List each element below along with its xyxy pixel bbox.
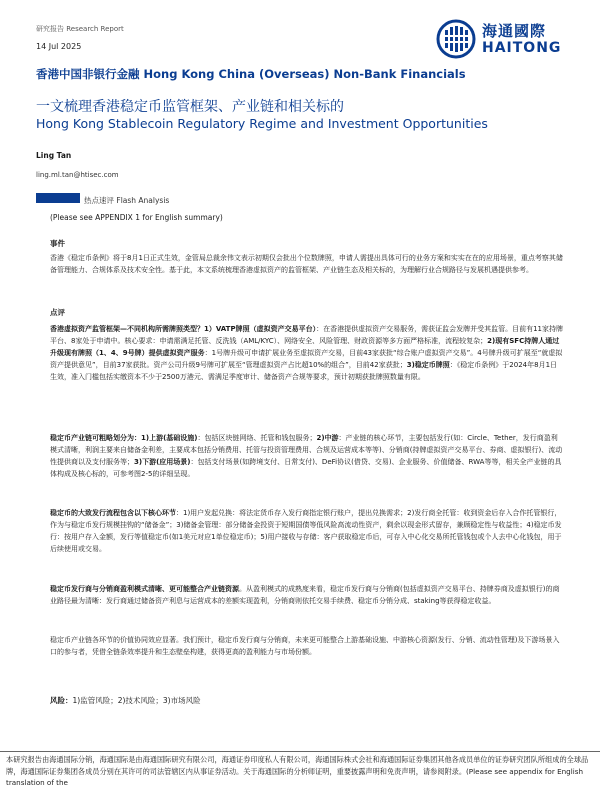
footer-divider [0,751,600,752]
regulatory-lead-3: 3)稳定币牌照 [406,361,450,369]
footer-disclaimer: 本研究报告由海通国际分销，海通国际是由海通国际研究有限公司，海通证券印度私人有限公司，海通国际株式会社和海通国际证券集团其他各成员单位的证券研究团队所组成的全球品牌，海通国际证券集团各成员分别在其许可的司法管辖区内从事证券活动。关于海通国际的分析师证明，重要披露声明和免责声明，请参阅附录。(Please see appendix for English translation of the [6,755,589,787]
haitong-globe-icon [436,19,476,59]
regulatory-text-b: ：1号牌升级可申请扩展业务至虚拟资产交易，目前43家获批“综合账户虚拟资产交易”。4号牌升级可扩展至“就虚拟资产提供意见”，目前37家获批。资产公司升级9号牌可扩展至“管理虚拟资产占比超10%的组合”，目前42家获批； [50,349,563,369]
regulatory-text-c: ：《稳定币条例》于2024年8月1日生效，准入门槛包括实缴资本不少于2500万港元、需满足季度审计、储备资产合规等要求，预计初期获批牌照数量有限。 [50,361,558,381]
risk-section [50,695,201,706]
risk-text: 1)监管风险；2)技术风险；3)市场风险 [72,696,201,705]
comment-heading: 点评 [50,308,65,317]
chain-text-c: ：包括支付场景(如跨境支付、日常支付)、DeFi协议(借贷、交易)、企业服务、价值储备、RWA等等，相关全产业链的具体构成及核心标的，可参考图2-5的详细呈现。 [50,458,562,478]
chain-text-b: ：产业链的核心环节，主要包括发行(如：Circle、Tether，发行商盈利模式清晰，利润主要来自储备金利差，主要成本包括分销费用、托管与投资管理费用、合规及运营成本等等)、分销商(持牌虚拟资产交易平台、券商、虚拟银行)、流动性提供商以及支付服务等； [50,434,563,466]
profit-text: 。从盈利模式的成熟度来看，稳定币发行商与分销商(包括虚拟资产交易平台、持牌券商及虚拟银行)的商业路径最为清晰：发行商通过储备资产利息与运营成本的差额实现盈利，分销商则依托交易手续费、稳定币分销分成、staking等获得稳定收益。 [50,585,560,605]
event-heading: 事件 [50,239,65,248]
logo-cn-text: 海通國際 [482,22,547,40]
author-email[interactable]: ling.ml.tan@htisec.com [36,171,119,179]
chain-lead-3: 3)下游(应用场景) [134,458,191,466]
report-date: 14 Jul 2025 [36,42,82,51]
profit-model-paragraph [50,583,564,607]
issuance-lead: 稳定币的大致发行流程包含以下核心环节 [50,509,176,517]
report-type-tag: 研究报告 Research Report [36,25,124,33]
issuance-text: ：1)用户发起兑换：将法定货币存入发行商指定银行账户，提出兑换需求；2)发行商全托管：收到资金后存入合作托管银行，作为与稳定币发行规模挂钩的“储备金”；3)储备金管理：部分储备金投资于短期国债等低风险高流动性资产，剩余以现金形式留存，兼顾稳定性与收益性；4)稳定币发行：按用户存入金额，发行等值稳定币(如1美元对应1单位稳定币)；5)用户接收与存储：客户获取稳定币后，可存入中心化交易所托管钱包或个人去中心化钱包，用于后续使用或交易。 [50,509,562,553]
haitong-logo [436,16,568,62]
report-title-cn: 一文梳理香港稳定币监管框架、产业链和相关标的 [36,99,344,115]
regulatory-paragraph [50,323,564,383]
risk-label: 风险： [50,696,73,705]
industry-chain-paragraph [50,432,564,480]
flash-analysis-label: 热点速评 Flash Analysis [84,196,170,205]
issuance-process-paragraph [50,507,564,555]
synergy-paragraph: 稳定币产业链各环节的价值协同效应显著。我们预计，稳定币发行商与分销商，未来更可能整合上游基础设施、中游核心资源(发行、分销、流动性管理)及下游场景入口的参与者，凭借全链条效率提升和生态壁垒构建，获得更高的盈利能力与市场份额。 [50,636,560,656]
regulatory-lead: 香港虚拟资产监管框架—不同机构所需牌照类型？1）VATP牌照（虚拟资产交易平台） [50,325,317,333]
author-name: Ling Tan [36,151,72,160]
logo-en-text: HAITONG [482,40,562,56]
appendix-note: (Please see APPENDIX 1 for English summary) [50,213,223,222]
chain-text-a: ：包括区块链网络、托管和钱包服务； [197,434,317,442]
flash-analysis-bar [36,193,80,203]
regulatory-text-a: ：在香港提供虚拟资产交易服务，需获证监会发牌并受其监管。目前有11家持牌平台、8家处于申请中。核心要求：申请需满足托管、反洗钱（AML/KYC）、网络安全、风险管理、财政资源等多方面严格标准，流程较复杂； [50,325,563,345]
sector-heading: 香港中国非银行金融 Hong Kong China (Overseas) Non-Bank Financials [36,67,466,81]
chain-lead: 稳定币产业链可粗略划分为：1)上游(基础设施) [50,434,198,442]
report-title-en: Hong Kong Stablecoin Regulatory Regime and Investment Opportunities [36,116,488,131]
event-paragraph: 香港《稳定币条例》将于8月1日正式生效，金管局总裁余伟文表示初期仅会批出个位数牌照，申请人需提出具体可行的业务方案和实实在在的应用场景，重点考察其储备管理能力、合规体系及技术安全性。基于此，本文系统梳理香港虚拟资产的监管框架、产业链生态及相关标的，为理解行业合规路径与发展机遇提供参考。 [50,254,563,274]
chain-lead-2: 2)中游 [316,434,339,442]
regulatory-lead-2: 2)现有SFC持牌人通过升级现有牌照（1、4、9号牌）提供虚拟资产服务 [50,337,560,357]
profit-lead: 稳定币发行商与分销商盈利模式清晰、更可能整合产业链资源 [50,585,239,593]
